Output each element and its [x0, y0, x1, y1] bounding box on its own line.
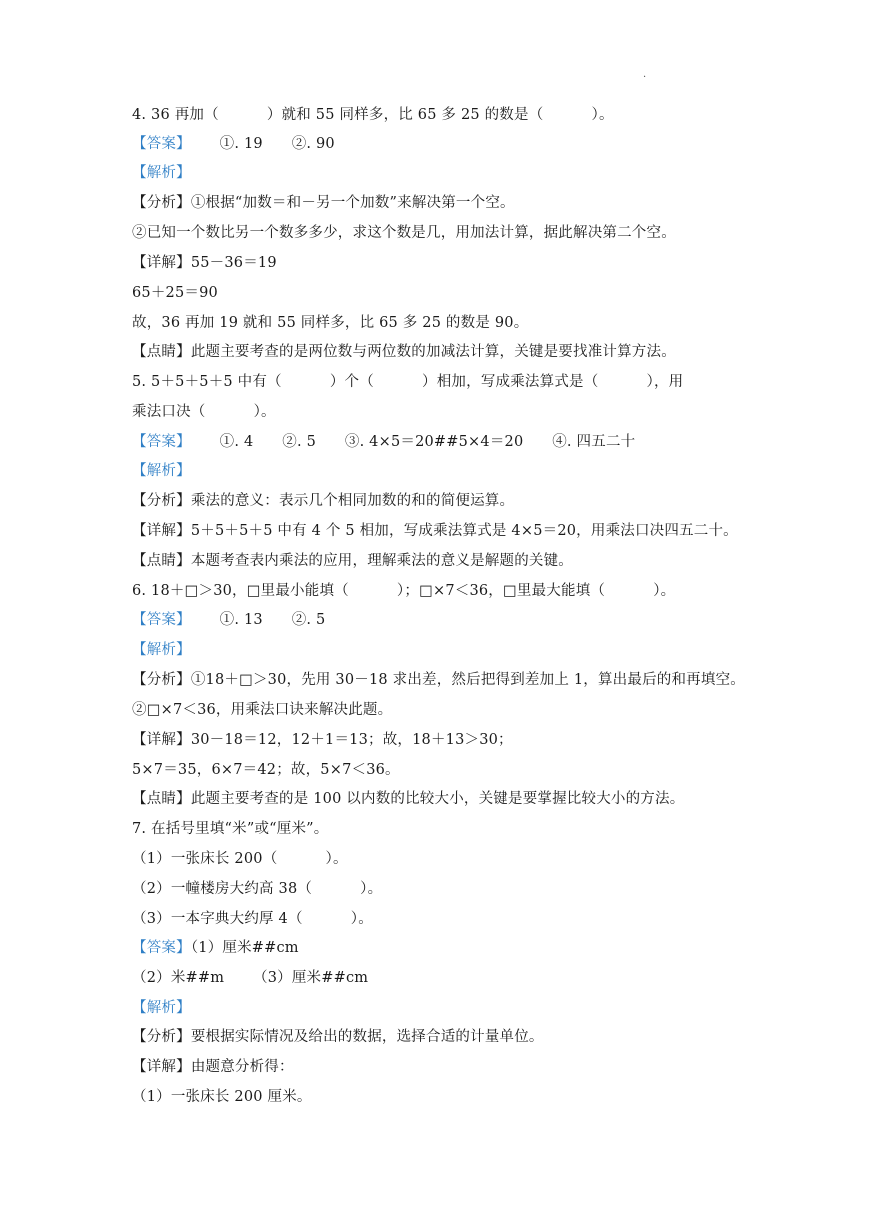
- q4-xiangjie: 55－36＝19: [190, 255, 277, 271]
- dianjing-tag: 【点睛】: [132, 344, 191, 360]
- q5-jiexi-tag: 【解析】: [132, 463, 191, 479]
- fenxi-tag: 【分析】: [132, 1029, 191, 1045]
- q5-xiangjie-line: [132, 521, 738, 541]
- q7-fenxi: 要根据实际情况及给出的数据，选择合适的计量单位。: [190, 1029, 544, 1045]
- q6-answer: ①. 13 ②. 5: [190, 612, 326, 628]
- q4-fenxi2: ②已知一个数比另一个数多多少，求这个数是几，用加法计算，据此解决第二个空。: [132, 225, 676, 241]
- q4-dianjing: 此题主要考查的是两位数与两位数的加减法计算，关键是要找准计算方法。: [190, 344, 676, 360]
- xiangjie-tag: 【详解】: [132, 732, 191, 748]
- answer-tag: 【答案】: [132, 940, 191, 956]
- answer-tag: 【答案】: [132, 434, 191, 450]
- q5-dianjing-line: [132, 551, 573, 571]
- q4-answer-line: [132, 134, 335, 154]
- q5-xiangjie: 5＋5＋5＋5 中有 4 个 5 相加，写成乘法算式是 4×5＝20，用乘法口决四五二十。: [190, 523, 738, 539]
- q6-jiexi-tag: 【解析】: [132, 642, 191, 658]
- xiangjie-tag: 【详解】: [132, 255, 191, 271]
- q5-dianjing: 本题考查表内乘法的应用，理解乘法的意义是解题的关键。: [190, 553, 574, 569]
- q7-item2: （2）一幢楼房大约高 38（ ）。: [132, 881, 383, 897]
- answer-tag: 【答案】: [132, 136, 191, 152]
- answer-tag: 【答案】: [132, 612, 191, 628]
- dianjing-tag: 【点睛】: [132, 791, 191, 807]
- q5-answer-line: [132, 432, 635, 452]
- q7-answer: （1）厘米##cm: [190, 940, 299, 956]
- q4-xiangjie-line: [132, 253, 277, 273]
- q6-fenxi2: ②□×7＜36，用乘法口诀来解决此题。: [132, 702, 393, 718]
- q5-fenxi-line: [132, 491, 514, 511]
- q4-line2: 65＋25＝90: [132, 285, 218, 301]
- q6-fenxi-line: [132, 670, 745, 690]
- q5-fenxi: 乘法的意义：表示几个相同加数的和的简便运算。: [190, 493, 515, 509]
- fenxi-tag: 【分析】: [132, 195, 191, 211]
- q6-line2: 5×7＝35，6×7＝42；故，5×7＜36。: [132, 762, 400, 778]
- q4-answer: ①. 19 ②. 90: [190, 136, 335, 152]
- q4-stem: 4. 36 再加（ ）就和 55 同样多，比 65 多 25 的数是（ ）。: [132, 107, 614, 123]
- q5-answer: ①. 4 ②. 5 ③. 4×5＝20##5×4＝20 ④. 四五二十: [190, 434, 636, 450]
- fenxi-tag: 【分析】: [132, 672, 191, 688]
- q6-fenxi: ①18＋□＞30，先用 30－18 求出差，然后把得到差加上 1，算出最后的和再填空。: [190, 672, 745, 688]
- fenxi-tag: 【分析】: [132, 493, 191, 509]
- q7-line2: （1）一张床长 200 厘米。: [132, 1089, 312, 1105]
- q7-item1: （1）一张床长 200（ ）。: [132, 851, 348, 867]
- dianjing-tag: 【点睛】: [132, 553, 191, 569]
- q7-xiangjie: 由题意分析得：: [190, 1059, 294, 1075]
- xiangjie-tag: 【详解】: [132, 523, 191, 539]
- header-mark: ·: [643, 72, 647, 83]
- q7-answer-line: [132, 938, 299, 958]
- q7-stem: 7. 在括号里填“米”或“厘米”。: [132, 821, 329, 837]
- q6-dianjing-line: [132, 789, 684, 809]
- q7-answer2: （2）米##m （3）厘米##cm: [132, 970, 369, 986]
- q7-fenxi-line: [132, 1027, 544, 1047]
- q4-jiexi-tag: 【解析】: [132, 165, 191, 181]
- q6-xiangjie-line: [132, 730, 513, 750]
- q7-jiexi-tag: 【解析】: [132, 1000, 191, 1016]
- q6-answer-line: [132, 610, 325, 630]
- q6-xiangjie: 30－18＝12，12＋1＝13；故，18＋13＞30；: [190, 732, 513, 748]
- q5-stem: 5. 5＋5＋5＋5 中有（ ）个（ ）相加，写成乘法算式是（ ），用: [132, 374, 684, 390]
- q5-stem2: 乘法口决（ ）。: [132, 404, 276, 420]
- q4-fenxi: ①根据“加数＝和－另一个加数”来解决第一个空。: [190, 195, 515, 211]
- q6-stem: 6. 18＋□＞30，□里最小能填（ ）；□×7＜36，□里最大能填（ ）。: [132, 583, 676, 599]
- xiangjie-tag: 【详解】: [132, 1059, 191, 1075]
- q7-xiangjie-line: [132, 1057, 294, 1077]
- q6-dianjing: 此题主要考查的是 100 以内数的比较大小，关键是要掌握比较大小的方法。: [190, 791, 685, 807]
- q4-dianjing-line: [132, 342, 676, 362]
- q7-item3: （3）一本字典大约厚 4（ ）。: [132, 911, 373, 927]
- q4-line3: 故，36 再加 19 就和 55 同样多，比 65 多 25 的数是 90。: [132, 315, 529, 331]
- q4-fenxi-line: [132, 193, 515, 213]
